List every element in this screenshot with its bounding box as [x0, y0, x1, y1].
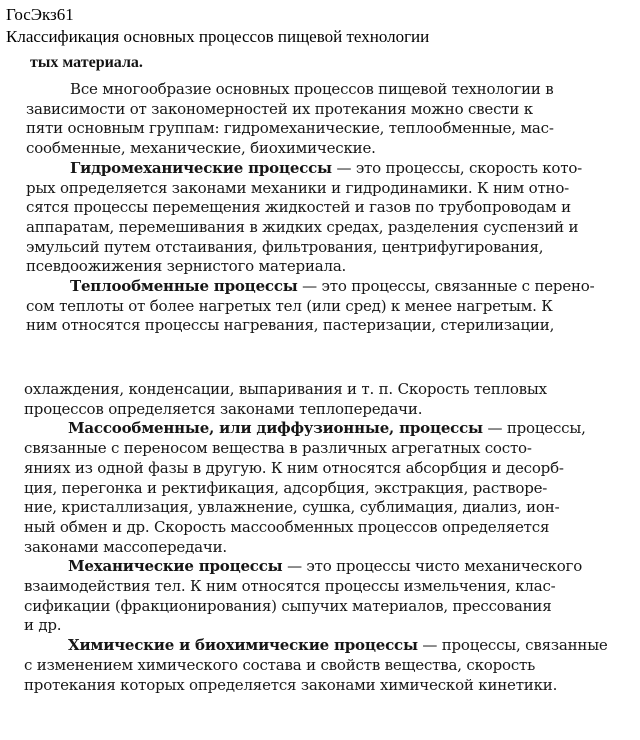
- line-text: с изменением химического состава и свойств вещества, скорость: [24, 655, 536, 674]
- line-text: — процессы,: [482, 419, 586, 438]
- line-text: — это процессы, скорость кото-: [331, 158, 583, 177]
- line-text: ный обмен и др. Скорость массообменных процессов определяется: [24, 517, 550, 536]
- line-text: аппаратам, перемешивания в жидких средах, разделения суспензий и: [26, 217, 579, 236]
- line-text: взаимодействия тел. К ним относятся процессы измельчения, клас-: [24, 577, 556, 596]
- text-line: [26, 100, 595, 120]
- line-text: законами массопередачи.: [24, 537, 227, 556]
- line-text: пяти основным группам: гидромеханические, теплообменные, мас-: [26, 119, 554, 138]
- scanned-text-block-bottom: [24, 380, 608, 695]
- text-line: [24, 518, 608, 538]
- text-line: [24, 636, 608, 656]
- section-heading: Гидромеханические процессы: [70, 158, 332, 177]
- document-title: Классификация основных процессов пищевой технологии: [6, 27, 430, 46]
- text-line: [26, 80, 595, 100]
- document-code: ГосЭкз61: [6, 5, 74, 24]
- page-header: [6, 4, 429, 48]
- text-line: [26, 179, 595, 199]
- text-line: [26, 297, 595, 317]
- text-line: [24, 656, 608, 676]
- line-text: зависимости от закономерностей их протекания можно свести к: [26, 99, 533, 118]
- text-line: [24, 400, 608, 420]
- text-line: [26, 238, 595, 258]
- text-line: [24, 676, 608, 696]
- line-text: охлаждения, конденсации, выпаривания и т. п. Скорость тепловых: [24, 380, 547, 398]
- section-heading: Механические процессы: [68, 557, 283, 576]
- line-text: сом теплоты от более нагретых тел (или сред) к менее нагретым. К: [26, 296, 553, 315]
- line-text: рых определяется законами механики и гидродинамики. К ним отно-: [26, 178, 570, 197]
- cropped-text-fragment: [30, 54, 180, 76]
- text-line: [26, 139, 595, 159]
- text-line: [26, 277, 595, 297]
- line-text: яниях из одной фазы в другую. К ним относятся абсорбция и десорб-: [24, 458, 564, 477]
- line-text: Все многообразие основных процессов пищевой технологии в: [70, 80, 554, 98]
- text-line: [24, 597, 608, 617]
- text-line: [26, 198, 595, 218]
- line-text: эмульсий путем отстаивания, фильтрования, центрифугирования,: [26, 237, 544, 256]
- line-text: процессов определяется законами теплопередачи.: [24, 399, 423, 418]
- line-text: ние, кристаллизация, увлажнение, сушка, сублимация, диализ, ион-: [24, 498, 560, 517]
- line-text: сятся процессы перемещения жидкостей и газов по трубопроводам и: [26, 198, 571, 217]
- text-line: [26, 218, 595, 238]
- line-text: ним относятся процессы нагревания, пастеризации, стерилизации,: [26, 316, 555, 335]
- text-line: [24, 557, 608, 577]
- text-line: [24, 439, 608, 459]
- text-line: [26, 257, 595, 277]
- text-line: [24, 419, 608, 439]
- text-line: [26, 316, 595, 336]
- line-text: — это процессы чисто механического: [282, 557, 583, 576]
- text-line: [24, 479, 608, 499]
- line-text: — процессы, связанные: [417, 636, 608, 655]
- line-text: псевдоожижения зернистого материала.: [26, 257, 347, 276]
- section-heading: Химические и биохимические процессы: [68, 636, 418, 655]
- text-line: [24, 498, 608, 518]
- text-line: [26, 119, 595, 139]
- text-line: [24, 616, 608, 636]
- text-line: [24, 459, 608, 479]
- line-text: ция, перегонка и ректификация, адсорбция, экстракция, растворе-: [24, 478, 548, 497]
- section-heading: Теплообменные процессы: [70, 277, 298, 296]
- cropped-text: тых материала.: [30, 54, 143, 71]
- text-line: [24, 538, 608, 558]
- text-line: [26, 159, 595, 179]
- line-text: протекания которых определяется законами химической кинетики.: [24, 675, 558, 694]
- text-line: [24, 577, 608, 597]
- line-text: связанные с переносом вещества в различных агрегатных состо-: [24, 439, 532, 458]
- line-text: сообменные, механические, биохимические.: [26, 139, 376, 158]
- section-heading: Массообменные, или диффузионные, процессы: [68, 419, 483, 438]
- line-text: — это процессы, связанные с перено-: [297, 277, 595, 296]
- line-text: и др.: [24, 616, 62, 635]
- scanned-text-block-top: [26, 80, 595, 336]
- text-line: [24, 380, 608, 400]
- line-text: сификации (фракционирования) сыпучих материалов, прессования: [24, 596, 552, 615]
